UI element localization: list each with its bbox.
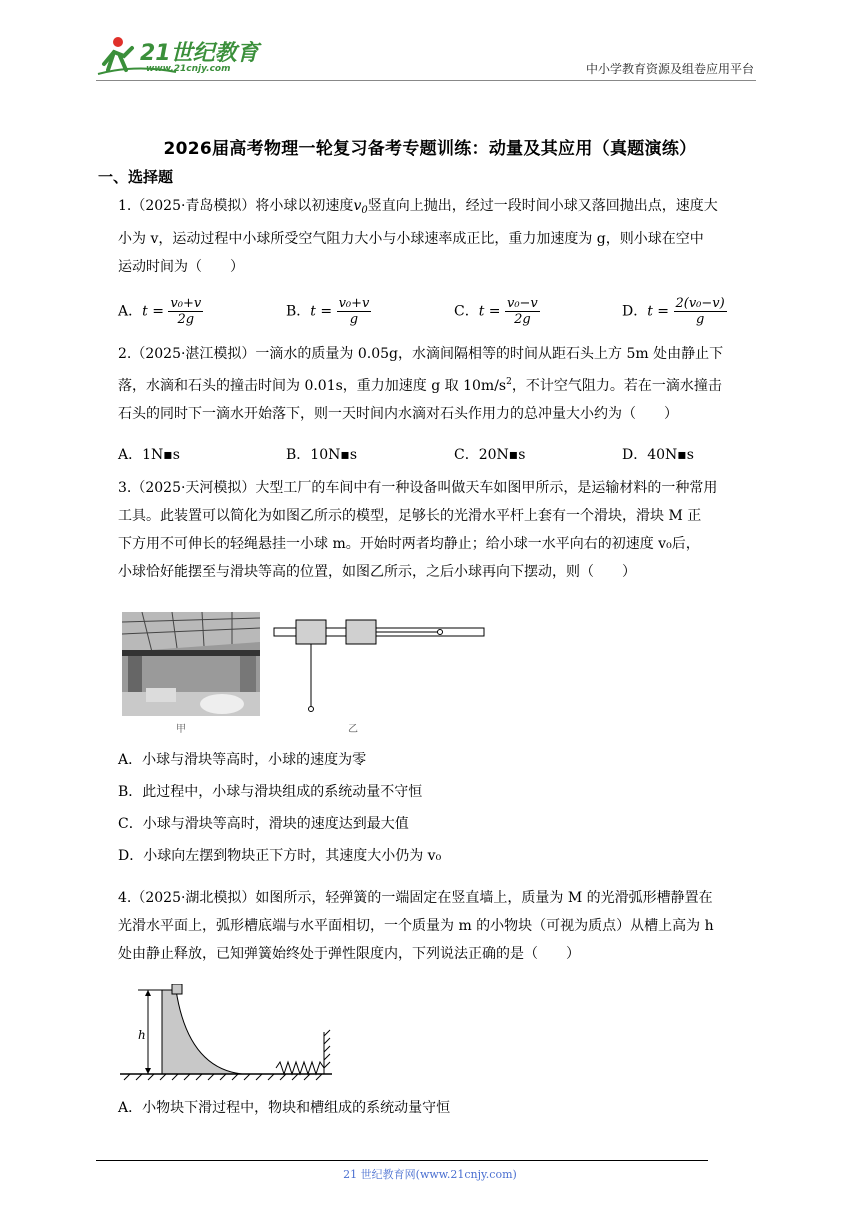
- q3-option-a[interactable]: A．小球与滑块等高时，小球的速度为零: [118, 752, 367, 768]
- q4-line-2: 光滑水平面上，弧形槽底端与水平面相切，一个质量为 m 的小物块（可视为质点）从槽上高为 h: [118, 918, 714, 934]
- figure-curved-groove: [118, 984, 338, 1088]
- section-heading: 一、选择题: [98, 168, 174, 186]
- q3-option-b[interactable]: B．此过程中，小球与滑块组成的系统动量不守恒: [118, 784, 423, 800]
- q3-option-c[interactable]: C．小球与滑块等高时，滑块的速度达到最大值: [118, 816, 409, 832]
- fig-h-label: h: [138, 1028, 146, 1042]
- q1-options: [118, 296, 768, 332]
- q1-line-2: 小为 v，运动过程中小球所受空气阻力大小与小球速率成正比，重力加速度为 g，则小球在空中: [118, 231, 704, 247]
- q1-option-a[interactable]: A．t = $\frac{\text{v₀+v}}{2g}$: [118, 296, 202, 327]
- q2-option-c[interactable]: C．20N▪s: [454, 447, 526, 463]
- footer-divider: [96, 1160, 708, 1161]
- q3-line-2: 工具。此装置可以简化为如图乙所示的模型，足够长的光滑水平杆上套有一个滑块，滑块 M 正: [118, 508, 702, 524]
- question-3: [118, 474, 768, 586]
- q1-option-b[interactable]: B．t = $\frac{\text{v₀+v}}{g}$: [286, 296, 370, 327]
- logo-text: 21世纪教育: [140, 41, 259, 66]
- q4-line-1: 4.（2025·湖北模拟）如图所示，轻弹簧的一端固定在竖直墙上，质量为 M 的光滑弧形槽静置在: [118, 890, 713, 906]
- q2-option-d[interactable]: D．40N▪s: [622, 447, 694, 463]
- logo-url: www.21cnjy.com: [146, 64, 231, 74]
- q1-line-1: 1.（2025·青岛模拟）将小球以初速度$v_0$竖直向上抛出，经过一段时间小球又落回抛出点，速度大: [118, 198, 718, 216]
- q4-line-3: 处由静止释放，已知弹簧始终处于弹性限度内，下列说法正确的是（ ）: [118, 946, 580, 962]
- q2-option-b[interactable]: B．10N▪s: [286, 447, 358, 463]
- q3-options: [118, 744, 768, 872]
- q2-line-1: 2.（2025·湛江模拟）一滴水的质量为 0.05g，水滴间隔相等的时间从距石头上方 5m 处由静止下: [118, 346, 724, 362]
- q1-line-3: 运动时间为（ ）: [118, 259, 244, 275]
- q3-line-1: 3.（2025·天河模拟）大型工厂的车间中有一种设备叫做天车如图甲所示，是运输材料的一种常用: [118, 480, 718, 496]
- question-4: [118, 884, 768, 968]
- fig-b-label: 乙: [348, 724, 358, 735]
- header-divider: [96, 80, 756, 81]
- figure-factory-photo: [122, 612, 260, 716]
- question-1: [118, 192, 768, 281]
- q2-line-3: 石头的同时下一滴水开始落下，则一天时间内水滴对石头作用力的总冲量大小约为（ ）: [118, 406, 678, 422]
- question-2: [118, 340, 768, 428]
- q3-line-4: 小球恰好能摆至与滑块等高的位置，如图乙所示，之后小球再向下摆动，则（ ）: [118, 564, 636, 580]
- q4-option-a[interactable]: A．小物块下滑过程中，物块和槽组成的系统动量守恒: [118, 1100, 451, 1116]
- q3-line-3: 下方用不可伸长的轻绳悬挂一小球 m。开始时两者均静止；给小球一水平向右的初速度 v₀后，: [118, 536, 700, 552]
- fig-a-label: 甲: [176, 724, 186, 735]
- q2-option-a[interactable]: A．1N▪s: [118, 447, 180, 463]
- q1-option-c[interactable]: C．t = $\frac{\text{v₀−v}}{2g}$: [454, 296, 538, 327]
- q4-options: [118, 1094, 768, 1122]
- q2-line-2: 落，水滴和石头的撞击时间为 0.01s，重力加速度 g 取 $10m/s^2$，不计空气阻力。若在一滴水撞击: [118, 377, 722, 394]
- site-logo: [96, 34, 266, 78]
- q1-option-d[interactable]: D．t = $\frac{\text{2(v₀−v)}}{g}$: [622, 296, 725, 327]
- footer-text: 21 世纪教育网(www.21cnjy.com): [343, 1168, 517, 1181]
- header-platform-text: 中小学教育资源及组卷应用平台: [585, 62, 754, 76]
- q3-option-d[interactable]: D．小球向左摆到物块正下方时，其速度大小仍为 v₀: [118, 848, 442, 864]
- figure-crane-model: [272, 614, 488, 722]
- page-title: 2026届高考物理一轮复习备考专题训练：动量及其应用（真题演练）: [163, 139, 697, 159]
